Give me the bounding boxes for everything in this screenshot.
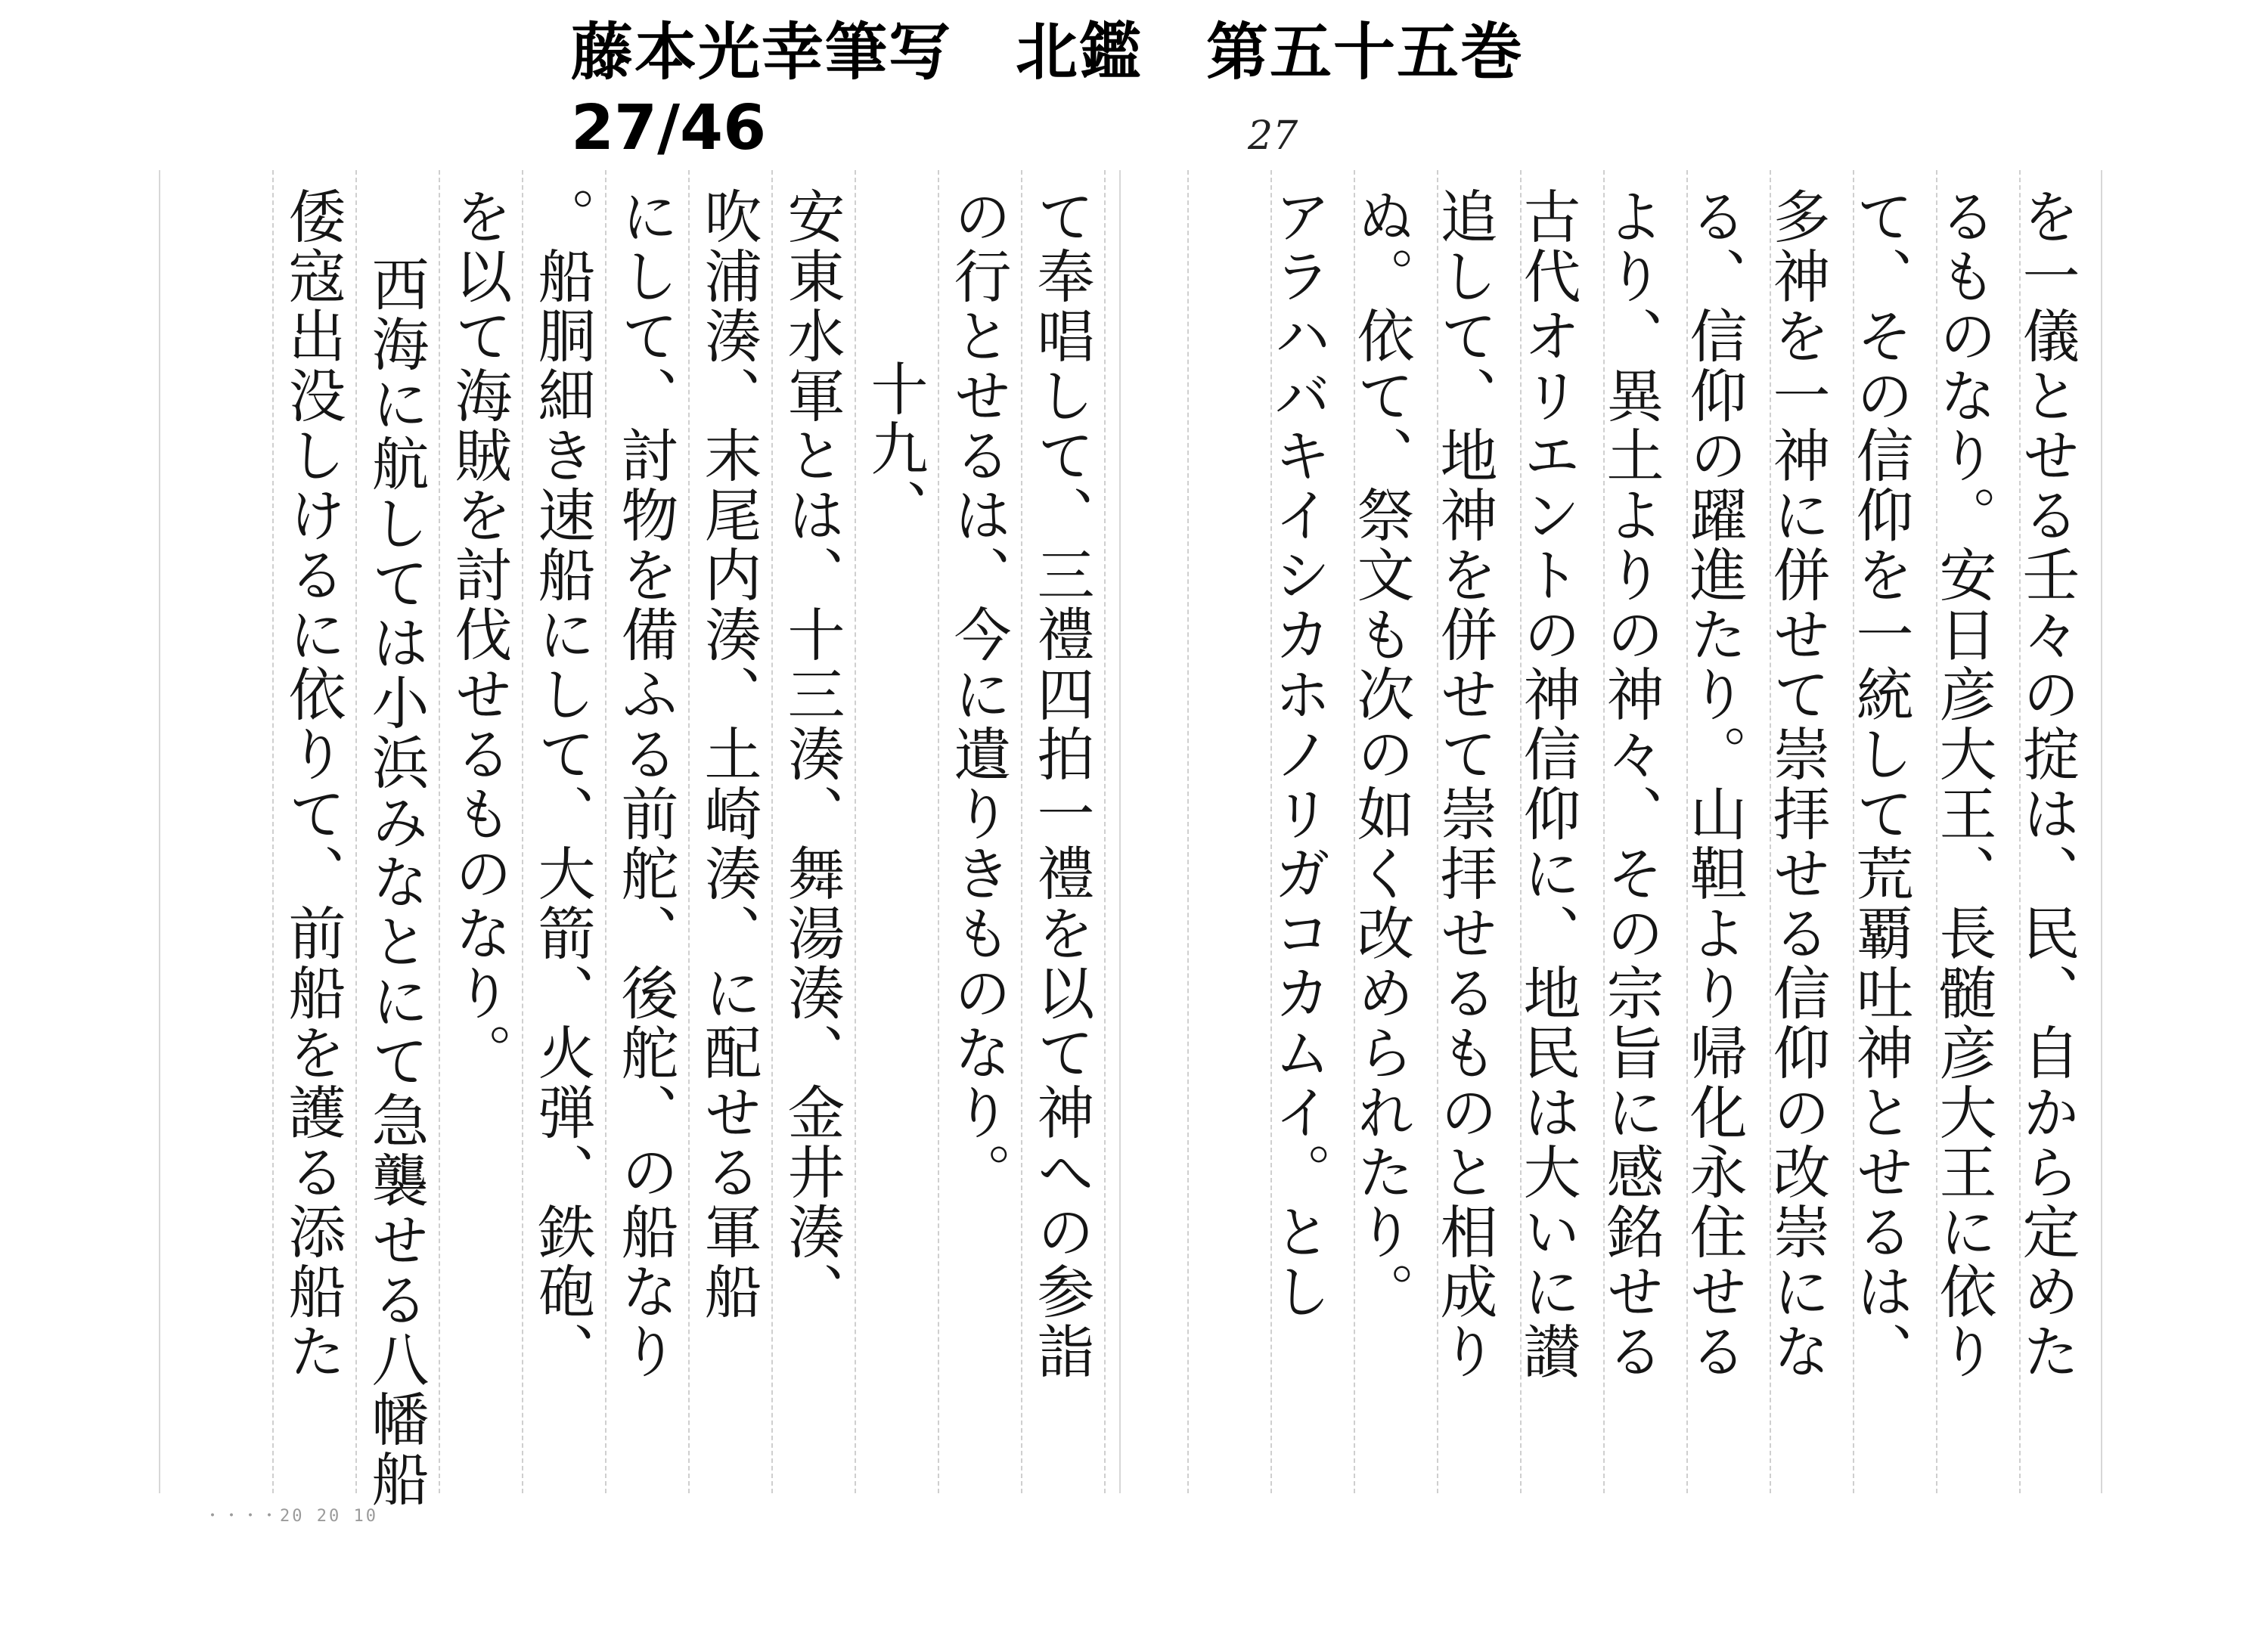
manuscript-column: 古代オリエントの神信仰に、地民は大いに讃 [1514, 187, 1581, 1381]
manuscript-column [1178, 187, 1251, 1480]
manuscript-column: 追して、地神を併せて崇拝せるものと相成り [1431, 187, 1498, 1381]
sheet-right-edge [2101, 170, 2102, 1493]
grid-guide-line [938, 170, 939, 1493]
grid-guide-line [771, 170, 773, 1493]
manuscript-column: 吹浦湊、末尾内湊、土崎湊、に配せる軍船 [695, 187, 762, 1322]
sheet-left-edge [159, 170, 160, 1493]
manuscript-column: を一儀とせる壬々の掟は、民、自から定めた [2013, 187, 2080, 1381]
manuscript-column: 十九、 [861, 359, 929, 538]
grid-guide-line [522, 170, 523, 1493]
grid-guide-line [605, 170, 606, 1493]
manuscript-column: るものなり。安日彦大王、長髄彦大王に依り [1930, 187, 1997, 1381]
sheet-center-fold [1119, 170, 1121, 1493]
manuscript-column: て、その信仰を一統して荒覇吐神とせるは、 [1847, 187, 1914, 1381]
manuscript-column: て奉唱して、三禮四拍一禮を以て神への参詣 [1028, 187, 1095, 1381]
grid-guide-line [355, 170, 357, 1493]
manuscript-column: より、異土よりの神々、その宗旨に感銘せる [1597, 187, 1664, 1381]
manuscript-column: アラハバキイシカホノリガコカムイ。とし [1264, 187, 1332, 1322]
scan-stamp: ・・・・20 20 10 [204, 1507, 378, 1526]
grid-guide-line [439, 170, 440, 1493]
manuscript-column: にして、討物を備ふる前舵、後舵、の船なり [612, 187, 679, 1381]
manuscript-column: 安東水軍とは、十三湊、舞湯湊、金井湊、 [778, 187, 845, 1322]
manuscript-column: 倭寇出没しけるに依りて、前船を護る添船た [279, 187, 346, 1381]
manuscript-column: を以て海賊を討伐せるものなり。 [445, 187, 513, 1083]
manuscript-column: 西海に航しては小浜みなとにて急襲せる八幡船 [362, 255, 430, 1509]
manuscript-column: ぬ。依て、祭文も次の如く改められたり。 [1348, 187, 1415, 1322]
manuscript-column: 多神を一神に併せて崇拝せる信仰の改崇にな [1764, 187, 1831, 1381]
manuscript-column: 。船胴細き速船にして、大箭、火弾、鉄砲、 [529, 187, 596, 1381]
grid-guide-line [688, 170, 690, 1493]
grid-guide-line [1021, 170, 1022, 1493]
grid-guide-line [855, 170, 856, 1493]
grid-guide-line [272, 170, 274, 1493]
handwritten-page-number: 27 [1248, 113, 1298, 159]
grid-guide-line [1104, 170, 1106, 1493]
manuscript-sheet [159, 170, 2102, 1509]
header-title: 藤本光幸筆写 北鑑 第五十五巻 [571, 17, 1525, 88]
manuscript-column: る、信仰の躍進たり。山靼より帰化永住せる [1680, 187, 1748, 1381]
manuscript-column: の行とせるは、今に遺りきものなり。 [945, 187, 1012, 1202]
header-page-indicator: 27/46 [571, 92, 767, 164]
